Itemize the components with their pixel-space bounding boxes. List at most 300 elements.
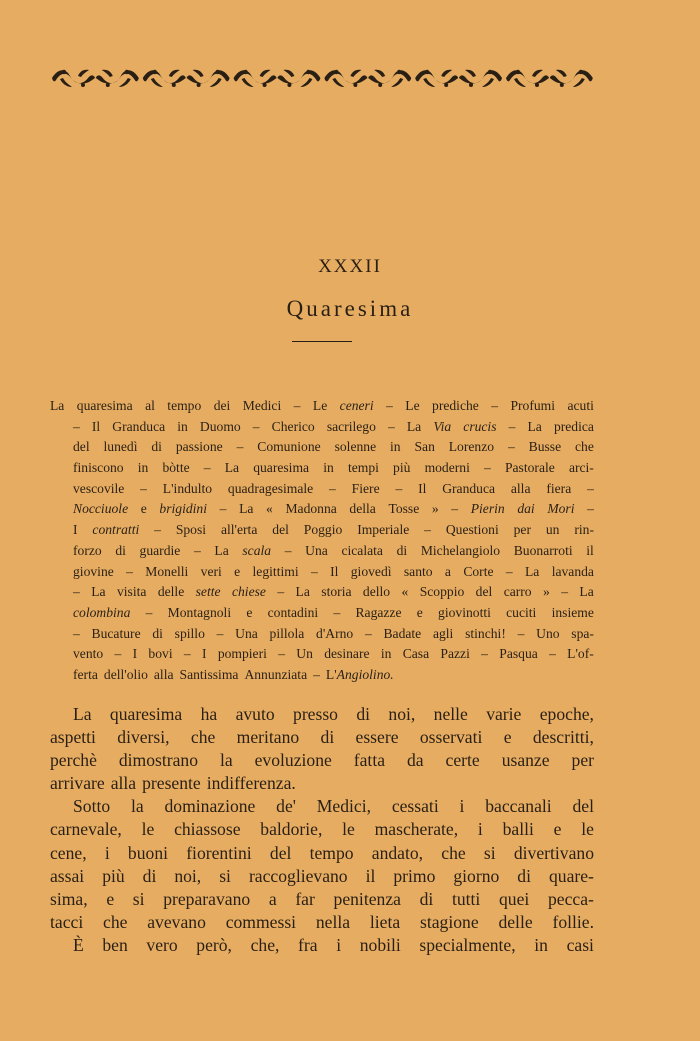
summary-word: d'Arno <box>316 625 354 641</box>
body-line <box>50 934 594 957</box>
body-word: evoluzione <box>254 750 332 771</box>
summary-word: » <box>543 584 550 600</box>
summary-word: Le <box>405 398 420 413</box>
body-line <box>50 726 594 749</box>
body-word: dominazione <box>164 796 256 817</box>
summary-word: giovinotti <box>438 604 491 620</box>
body-word: delle <box>498 911 533 932</box>
summary-word: La <box>91 584 106 600</box>
body-word: di <box>419 888 434 909</box>
summary-word: – <box>451 501 459 517</box>
body-line <box>50 795 594 818</box>
summary-word: Granduca <box>112 418 166 434</box>
summary-word: Michelangiolo <box>420 542 501 558</box>
summary-word: insieme <box>551 604 594 620</box>
summary-line <box>50 396 594 417</box>
body-word: preparavano <box>163 888 251 909</box>
summary-line <box>50 499 594 520</box>
summary-word: Lorenzo <box>448 439 495 455</box>
summary-word: Medici <box>242 398 282 413</box>
summary-word: – <box>284 542 292 558</box>
summary-word: pillola <box>269 625 305 641</box>
body-word: fra <box>298 934 318 955</box>
body-word: noi, <box>174 865 202 886</box>
decorative-header-ornament <box>50 66 595 90</box>
summary-word: – <box>293 398 301 413</box>
summary-word: guardie <box>139 542 181 558</box>
body-text <box>50 703 594 957</box>
body-word: carnevale, <box>50 819 122 840</box>
title-rule-divider <box>292 341 352 342</box>
summary-word: – <box>236 439 244 455</box>
body-word: di <box>320 727 335 748</box>
summary-word: e <box>246 604 253 620</box>
body-word: e <box>553 819 562 840</box>
body-word: diversi, <box>117 727 170 748</box>
body-word: buoni <box>127 842 168 863</box>
body-word: di <box>356 704 371 724</box>
summary-word: La <box>525 563 540 579</box>
summary-word: – <box>424 522 431 538</box>
summary-word: stinchi! <box>465 625 506 641</box>
body-word: che <box>441 842 466 863</box>
summary-word: predica <box>553 418 594 434</box>
body-word: andato, <box>371 842 424 863</box>
summary-word: – <box>491 398 499 413</box>
summary-word: dell'olio <box>103 666 148 682</box>
body-word: i <box>459 796 465 817</box>
summary-word: veri <box>200 563 222 579</box>
summary-word: – <box>154 522 161 538</box>
summary-word: solenne <box>334 439 377 455</box>
summary-word: – <box>395 480 403 496</box>
summary-word: al <box>145 398 155 413</box>
summary-line <box>50 582 594 603</box>
summary-word: cuciti <box>506 604 537 620</box>
summary-word: in <box>323 460 334 476</box>
body-word: il <box>365 865 376 886</box>
summary-word: Badate <box>383 625 422 641</box>
summary-word: tempi <box>347 460 379 476</box>
summary-word: Uno <box>536 625 560 641</box>
summary-word: lunedì <box>103 439 138 455</box>
body-word: Sotto <box>73 796 111 817</box>
body-word: in <box>534 934 548 955</box>
body-word: osservati <box>419 727 483 748</box>
body-word: avevano <box>147 911 206 932</box>
summary-word: pompieri <box>217 646 267 662</box>
body-word: mascherate, <box>374 819 459 840</box>
body-word: alla <box>110 773 137 794</box>
summary-word: « <box>401 584 409 600</box>
body-word: cessati <box>391 796 439 817</box>
summary-word: e <box>416 604 423 620</box>
body-word: però, <box>196 934 232 955</box>
summary-line <box>50 417 594 438</box>
body-word: che <box>190 727 216 748</box>
summary-word: Poggio <box>303 522 343 538</box>
summary-word: – <box>329 480 336 496</box>
summary-word: alla <box>153 666 174 682</box>
summary-word: – <box>387 418 395 434</box>
body-word: di <box>142 865 157 886</box>
summary-word: Scoppio <box>419 584 465 600</box>
body-word: per <box>571 750 594 771</box>
summary-word: dello <box>362 584 391 600</box>
summary-word: Cherico <box>271 418 315 434</box>
body-word: descritti, <box>532 727 594 748</box>
body-word: de' <box>276 796 296 817</box>
summary-word: di <box>396 542 408 558</box>
summary-word: La <box>527 418 542 434</box>
body-word: nella <box>315 911 351 932</box>
summary-word: giovine <box>73 563 114 579</box>
summary-word: contadini <box>267 604 319 620</box>
summary-word: di <box>152 625 163 641</box>
body-word: aspetti <box>50 727 96 748</box>
summary-word: Fiere <box>351 480 380 496</box>
summary-word: Montagnoli <box>167 604 232 620</box>
body-word: da <box>406 750 424 771</box>
body-word: essere <box>355 727 399 748</box>
summary-word: fiera <box>546 480 572 496</box>
body-word: tempo <box>309 842 354 863</box>
body-word: primo <box>393 865 436 886</box>
summary-word: Tosse <box>388 501 420 517</box>
body-line <box>50 865 594 888</box>
summary-word: il <box>586 542 594 558</box>
summary-word: in <box>177 418 188 434</box>
body-word: La <box>73 704 92 724</box>
summary-word: La <box>295 584 310 600</box>
summary-word: spa- <box>571 625 594 641</box>
body-word: del <box>572 796 594 817</box>
body-line <box>50 703 594 726</box>
summary-line <box>50 458 594 479</box>
body-word: quare- <box>548 865 594 886</box>
summary-word: a <box>444 563 451 579</box>
summary-word: quadragesimale <box>227 480 314 496</box>
body-word: fiorentini <box>186 842 252 863</box>
summary-word: – <box>386 398 393 413</box>
summary-word: vento <box>73 646 104 662</box>
summary-word: La <box>224 460 240 476</box>
summary-word: che <box>575 439 594 455</box>
body-word: assai <box>50 865 85 886</box>
summary-word: Duomo <box>199 418 241 434</box>
body-word: avuto <box>235 704 275 724</box>
summary-word: giovedì <box>350 563 392 579</box>
summary-word: colombina <box>73 604 131 620</box>
body-word: del <box>269 842 292 863</box>
summary-word: per <box>513 522 531 538</box>
summary-word: Una <box>235 625 258 641</box>
body-word: stagione <box>420 911 479 932</box>
summary-word: La <box>406 418 422 434</box>
summary-word: in <box>137 460 149 476</box>
summary-word: Casa <box>402 646 430 662</box>
body-word: penitenza <box>333 888 401 909</box>
summary-word: della <box>349 501 376 517</box>
summary-word: Monelli <box>145 563 189 579</box>
summary-word: desinare <box>324 646 370 662</box>
summary-line <box>50 603 594 624</box>
summary-word: Profumi <box>510 398 556 413</box>
summary-word: – <box>140 480 147 496</box>
summary-word: – <box>126 563 133 579</box>
body-word: epoche, <box>539 704 594 724</box>
body-line <box>50 888 594 911</box>
body-word: che <box>103 911 128 932</box>
summary-word: Bucature <box>91 625 141 641</box>
body-word: giorno <box>453 865 500 886</box>
summary-word: L'of- <box>567 646 594 662</box>
summary-line <box>50 624 594 645</box>
summary-word: – <box>364 625 372 641</box>
body-word: i <box>477 819 483 840</box>
body-word: si <box>132 888 145 909</box>
summary-word: ferta <box>73 666 98 682</box>
body-line <box>50 772 594 795</box>
summary-line <box>50 644 594 665</box>
summary-word: – <box>114 646 122 662</box>
summary-word: L'Angiolino. <box>325 666 394 682</box>
body-word: lieta <box>369 911 401 932</box>
summary-word: – <box>333 604 341 620</box>
summary-word: Comunione <box>257 439 321 455</box>
summary-word: – <box>277 584 285 600</box>
summary-word: Pastorale <box>504 460 555 476</box>
body-word: le <box>141 819 155 840</box>
body-word: usanze <box>501 750 550 771</box>
summary-word: – <box>73 418 80 434</box>
body-word: chiassose <box>174 819 241 840</box>
summary-word: – <box>193 542 201 558</box>
body-word: quei <box>499 888 530 909</box>
summary-word: Sposi <box>175 522 207 538</box>
summary-word: – <box>484 460 491 476</box>
body-word: sima, <box>50 888 88 909</box>
summary-line <box>50 562 594 583</box>
summary-word: – <box>203 460 211 476</box>
summary-word: Annunziata <box>244 666 308 682</box>
summary-word: un <box>545 522 560 538</box>
summary-word: quaresima <box>253 460 310 476</box>
summary-word: vescovile <box>73 480 125 496</box>
summary-word: Buonarroti <box>513 542 573 558</box>
summary-word: – <box>145 604 153 620</box>
summary-word: acuti <box>567 398 594 413</box>
summary-word: Granduca <box>442 480 496 496</box>
body-word: e <box>106 888 115 909</box>
summary-line <box>50 665 594 686</box>
summary-word: – <box>508 418 516 434</box>
summary-line <box>50 437 594 458</box>
summary-word: I <box>73 522 78 538</box>
summary-word: cicalata <box>341 542 383 558</box>
body-word: arrivare <box>50 773 105 794</box>
body-word: le <box>342 819 355 840</box>
chapter-number: XXXII <box>318 256 382 277</box>
body-word: indifferenza. <box>206 773 296 794</box>
summary-word: brigidini <box>159 501 208 517</box>
body-word: ben <box>102 934 128 955</box>
body-word: la <box>130 796 144 817</box>
body-word: varie <box>486 704 522 724</box>
summary-word: – <box>561 584 569 600</box>
summary-word: Il <box>418 480 427 496</box>
body-word: Medici, <box>316 796 371 817</box>
body-word: perchè <box>50 750 97 771</box>
summary-word: » <box>431 501 439 517</box>
summary-word: La <box>50 398 65 413</box>
summary-word: quaresima <box>76 398 133 413</box>
summary-word: « <box>266 501 273 517</box>
summary-word: dei <box>213 398 231 413</box>
summary-word: del <box>73 439 90 455</box>
body-word: cene, <box>50 842 87 863</box>
body-word: ha <box>200 704 218 724</box>
body-word: presso <box>293 704 338 724</box>
summary-word: – <box>505 563 513 579</box>
summary-word: bovi <box>148 646 173 662</box>
summary-word: – <box>183 646 191 662</box>
summary-word: San <box>414 439 435 455</box>
summary-word: – <box>252 418 260 434</box>
summary-word: spillo <box>174 625 205 641</box>
summary-word: contratti <box>92 522 140 538</box>
body-word: si <box>483 842 496 863</box>
body-word: che, <box>250 934 280 955</box>
summary-word: santo <box>403 563 433 579</box>
summary-word: Ragazze <box>355 604 402 620</box>
summary-word: – <box>587 480 594 496</box>
body-word: a <box>268 888 277 909</box>
summary-word: Imperiale <box>357 522 410 538</box>
body-line <box>50 911 594 934</box>
summary-word: legittimi <box>252 563 299 579</box>
body-word: tacci <box>50 911 84 932</box>
summary-word: sacrilego <box>326 418 376 434</box>
body-word: i <box>104 842 110 863</box>
summary-word: agli <box>432 625 454 641</box>
body-word: meritano <box>236 727 300 748</box>
summary-word: Questioni <box>445 522 499 538</box>
body-word: nobili <box>359 934 401 955</box>
summary-word: Il <box>91 418 101 434</box>
summary-word: arci- <box>568 460 594 476</box>
body-word: vero <box>146 934 178 955</box>
body-word: È <box>73 934 84 955</box>
summary-word: tempo <box>167 398 202 413</box>
summary-word: crucis <box>463 418 497 434</box>
body-word: i <box>336 934 342 955</box>
summary-word: La <box>239 501 254 517</box>
body-word: più <box>102 865 125 886</box>
body-line <box>50 818 594 841</box>
summary-word: – <box>219 501 227 517</box>
summary-word: Pazzi <box>440 646 470 662</box>
summary-word: prediche <box>432 398 479 413</box>
body-word: noi, <box>388 704 416 724</box>
body-word: si <box>219 865 231 886</box>
body-word: la <box>219 750 233 771</box>
summary-word: delle <box>157 584 185 600</box>
summary-word: del <box>272 522 289 538</box>
body-line <box>50 842 594 865</box>
summary-word: sette <box>195 584 221 600</box>
summary-word: storia <box>321 584 352 600</box>
summary-word: – <box>481 646 488 662</box>
summary-word: Mori <box>547 501 575 517</box>
body-word: e <box>503 727 512 748</box>
summary-word: Corte <box>463 563 494 579</box>
body-word: commessi <box>225 911 297 932</box>
body-word: far <box>295 888 315 909</box>
summary-word: ceneri <box>339 398 374 413</box>
body-word: follie. <box>552 911 594 932</box>
summary-word: – <box>549 646 556 662</box>
summary-word: – <box>313 666 320 682</box>
summary-word: all'erta <box>220 522 258 538</box>
summary-word: I <box>132 646 138 662</box>
summary-word: carro <box>503 584 532 600</box>
summary-word: visita <box>116 584 147 600</box>
body-word: dimostrano <box>118 750 199 771</box>
body-word: le <box>581 819 594 840</box>
body-word: presente <box>142 773 201 794</box>
summary-word: chiese <box>231 584 266 600</box>
body-word: di <box>517 865 531 886</box>
summary-word: passione <box>175 439 223 455</box>
summary-word: Via <box>433 418 452 434</box>
body-word: pecca- <box>547 888 594 909</box>
summary-word: Pierin <box>470 501 505 517</box>
body-word: nelle <box>433 704 468 724</box>
body-word: certe <box>445 750 480 771</box>
summary-word: Il <box>330 563 339 579</box>
body-word: tutti <box>451 888 481 909</box>
summary-word: scala <box>242 542 272 558</box>
summary-word: – <box>73 584 80 600</box>
summary-word: Le <box>312 398 328 413</box>
body-word: divertivano <box>513 842 594 863</box>
summary-word: Pasqua <box>499 646 538 662</box>
summary-word: alla <box>510 480 531 496</box>
summary-word: dai <box>517 501 535 517</box>
body-word: quaresima <box>109 704 183 724</box>
body-word: baccanali <box>485 796 552 817</box>
summary-word: – <box>310 563 318 579</box>
summary-word: del <box>475 584 493 600</box>
summary-word: – <box>507 439 515 455</box>
summary-word: – <box>278 646 285 662</box>
summary-word: – <box>216 625 224 641</box>
summary-word: più <box>393 460 411 476</box>
body-word: fatta <box>353 750 386 771</box>
summary-word: e <box>140 501 147 517</box>
summary-word: di <box>115 542 126 558</box>
summary-word: Un <box>296 646 313 662</box>
summary-word: finiscono <box>73 460 124 476</box>
summary-line <box>50 541 594 562</box>
body-word: specialmente, <box>419 934 516 955</box>
summary-word: Madonna <box>285 501 337 517</box>
summary-word: Una <box>305 542 328 558</box>
summary-word: La <box>579 584 594 600</box>
summary-word: bòtte <box>162 460 190 476</box>
summary-word: L'indulto <box>162 480 213 496</box>
